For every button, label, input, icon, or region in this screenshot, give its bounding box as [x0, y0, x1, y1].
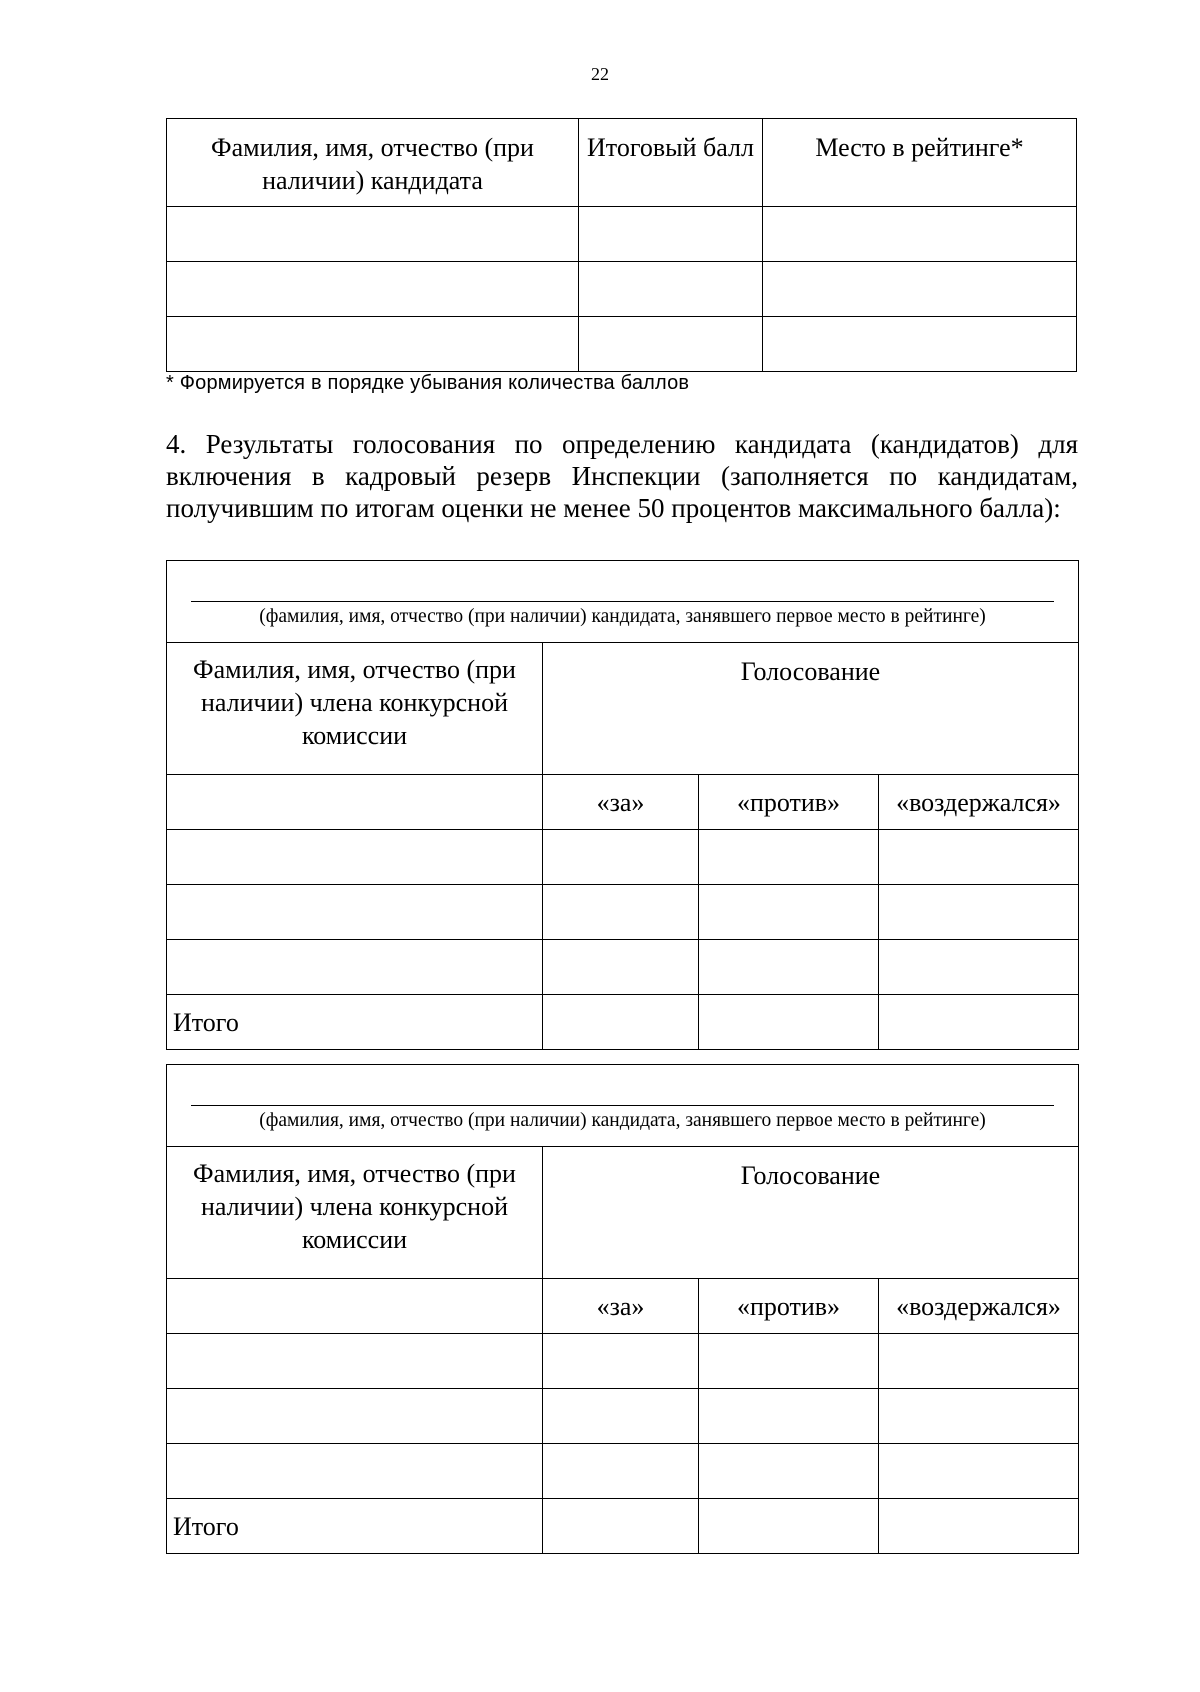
total-label: Итого — [167, 995, 543, 1050]
section-4-text: 4. Результаты голосования по определению кандидата (кандидатов) для включения в кадровый резерв Инспекции (заполняется по кандидатам, получившим по итогам оценки не менее 50 процентов максимального балла): — [166, 429, 1078, 523]
table-cell[interactable] — [879, 1444, 1079, 1499]
header-rating-place: Место в рейтинге* — [763, 119, 1077, 207]
table-cell — [167, 775, 543, 830]
table-row — [167, 830, 1079, 885]
table-cell[interactable] — [763, 262, 1077, 317]
table-cell[interactable] — [543, 940, 699, 995]
table-cell[interactable] — [543, 1499, 699, 1554]
table-cell — [167, 1279, 543, 1334]
candidate-row — [167, 1065, 1079, 1147]
table-cell[interactable] — [763, 207, 1077, 262]
table-cell[interactable] — [699, 1389, 879, 1444]
table-cell[interactable] — [579, 262, 763, 317]
vote-options-row — [167, 1279, 1079, 1334]
header-candidate-name: Фамилия, имя, отчество (при наличии) кандидата — [167, 119, 579, 207]
table-cell[interactable] — [167, 830, 543, 885]
table-row — [167, 885, 1079, 940]
candidate-field[interactable] — [167, 1065, 1079, 1147]
table-cell[interactable] — [167, 207, 579, 262]
rating-table — [166, 118, 1077, 372]
rating-table-header — [167, 119, 1077, 207]
option-against: «против» — [699, 775, 879, 830]
table-row — [167, 1334, 1079, 1389]
table-cell[interactable] — [543, 1334, 699, 1389]
option-abstained: «воздержался» — [879, 775, 1079, 830]
table-cell[interactable] — [879, 940, 1079, 995]
table-cell[interactable] — [543, 995, 699, 1050]
total-label: Итого — [167, 1499, 543, 1554]
table-cell[interactable] — [763, 317, 1077, 372]
table-cell[interactable] — [543, 1444, 699, 1499]
vote-table — [166, 1064, 1079, 1554]
page-number: 22 — [591, 64, 609, 84]
table-cell[interactable] — [699, 1499, 879, 1554]
table-cell[interactable] — [167, 262, 579, 317]
table-cell[interactable] — [879, 885, 1079, 940]
member-name-header: Фамилия, имя, отчество (при наличии) члена конкурсной комиссии — [167, 1147, 543, 1279]
table-cell[interactable] — [579, 207, 763, 262]
option-for: «за» — [543, 775, 699, 830]
candidate-name-line — [191, 1105, 1054, 1106]
table-row — [167, 262, 1077, 317]
table-cell[interactable] — [879, 1499, 1079, 1554]
member-name-header: Фамилия, имя, отчество (при наличии) члена конкурсной комиссии — [167, 643, 543, 775]
candidate-caption: (фамилия, имя, отчество (при наличии) кандидата, занявшего первое место в рейтинге) — [259, 1110, 986, 1131]
total-row — [167, 1499, 1079, 1554]
vote-header-row — [167, 1147, 1079, 1279]
table-cell[interactable] — [543, 1389, 699, 1444]
option-abstained: «воздержался» — [879, 1279, 1079, 1334]
table-cell[interactable] — [879, 1334, 1079, 1389]
table-cell[interactable] — [543, 885, 699, 940]
table-cell[interactable] — [167, 1444, 543, 1499]
table-cell[interactable] — [543, 830, 699, 885]
table-cell[interactable] — [699, 830, 879, 885]
table-cell[interactable] — [699, 940, 879, 995]
table-cell[interactable] — [167, 1389, 543, 1444]
total-row — [167, 995, 1079, 1050]
table-cell[interactable] — [699, 1334, 879, 1389]
vote-options-row — [167, 775, 1079, 830]
table-cell[interactable] — [879, 1389, 1079, 1444]
option-for: «за» — [543, 1279, 699, 1334]
table-row — [167, 1444, 1079, 1499]
header-total-score: Итоговый балл — [579, 119, 763, 207]
candidate-field[interactable] — [167, 561, 1079, 643]
table-row — [167, 207, 1077, 262]
table-cell[interactable] — [879, 995, 1079, 1050]
table-row — [167, 940, 1079, 995]
table-cell[interactable] — [167, 885, 543, 940]
table-cell[interactable] — [699, 1444, 879, 1499]
table-cell[interactable] — [167, 317, 579, 372]
voting-header: Голосование — [543, 643, 1079, 775]
voting-header: Голосование — [543, 1147, 1079, 1279]
vote-header-row — [167, 643, 1079, 775]
vote-table — [166, 560, 1079, 1050]
table-cell[interactable] — [167, 940, 543, 995]
table-cell[interactable] — [699, 995, 879, 1050]
table-row — [167, 1389, 1079, 1444]
option-against: «против» — [699, 1279, 879, 1334]
table-cell[interactable] — [167, 1334, 543, 1389]
candidate-caption: (фамилия, имя, отчество (при наличии) кандидата, занявшего первое место в рейтинге) — [259, 606, 986, 627]
candidate-row — [167, 561, 1079, 643]
table-cell[interactable] — [699, 885, 879, 940]
footnote: * Формируется в порядке убывания количества баллов — [166, 372, 690, 394]
table-cell[interactable] — [879, 830, 1079, 885]
candidate-name-line — [191, 601, 1054, 602]
table-row — [167, 317, 1077, 372]
table-cell[interactable] — [579, 317, 763, 372]
